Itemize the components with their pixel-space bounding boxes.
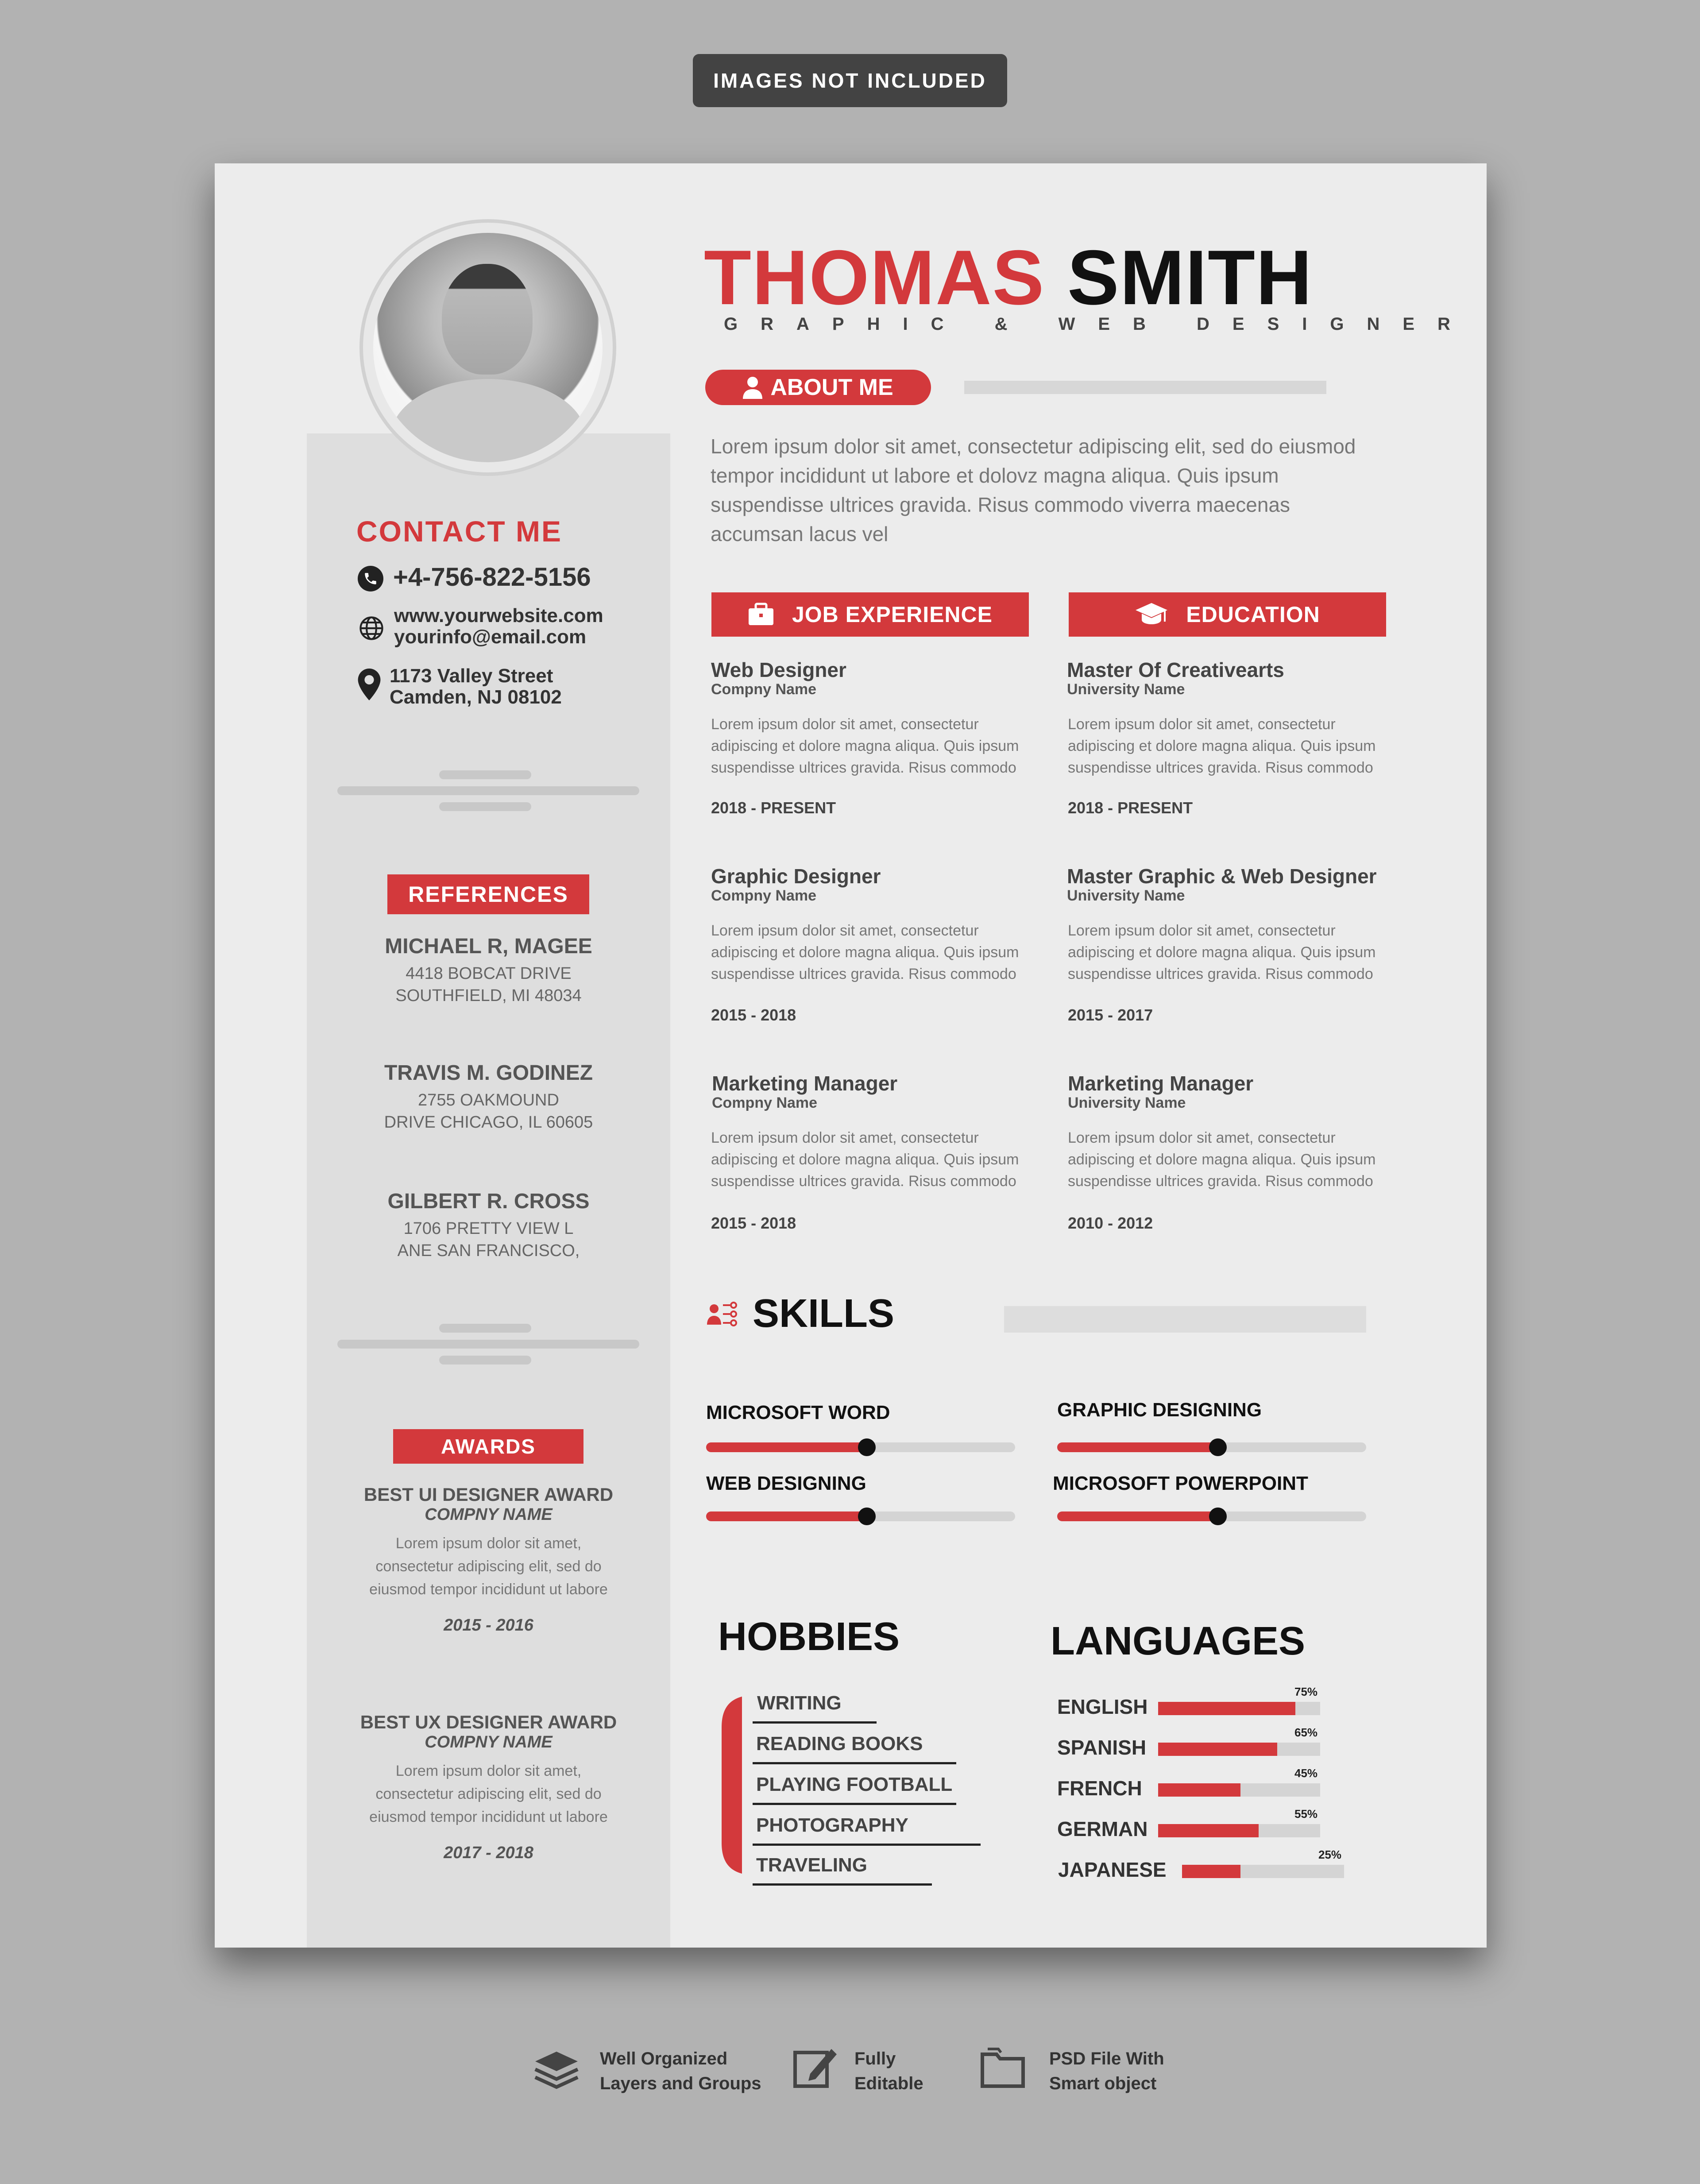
hobby-1-underline [753,1721,877,1724]
language-5-percent: 25% [1318,1848,1342,1861]
edu-3-title: Marketing Manager [1068,1072,1254,1095]
language-4-percent: 55% [1294,1807,1318,1821]
skill-3-level [706,1511,867,1521]
reference-3-line2: ANE SAN FRANCISCO, [397,1241,580,1260]
sidebar-divider-bottom [439,802,531,811]
phone-icon [358,566,383,591]
about-me-label [705,370,931,405]
skills-icon [707,1302,744,1332]
skill-1-level [706,1442,867,1452]
feature-1-line1: Well Organized [600,2049,728,2068]
contact-address-line2: Camden, NJ 08102 [390,686,562,708]
education-header [1069,592,1386,637]
skill-1-handle [858,1438,876,1456]
edu-1-text: Lorem ipsum dolor sit amet, consectetur adipiscing et dolore magna aliqua. Quis ipsum suspendisse ultrices gravida. Risus commodo [1068,716,1376,776]
job-2-company: Compny Name [711,887,817,904]
education-title: EDUCATION [1186,602,1320,627]
award-1-line3: eiusmod tempor incididunt ut labore [369,1581,608,1598]
feature-3-text [1049,2046,1164,2096]
award-2-line2: consectetur adipiscing elit, sed do [375,1786,602,1802]
job-2-date: 2015 - 2018 [711,1006,796,1024]
sidebar-divider-middle [337,786,639,795]
job-2-text: Lorem ipsum dolor sit amet, consectetur adipiscing et dolore magna aliqua. Quis ipsum suspendisse ultrices gravida. Risus commodo [711,922,1019,982]
job-1-title: Web Designer [711,658,846,681]
award-2-date: 2017 - 2018 [444,1844,533,1862]
award-2-company: COMPNY NAME [425,1733,552,1751]
feature-3-line2: Smart object [1049,2074,1157,2093]
language-5-name: JAPANESE [1058,1858,1167,1881]
hobby-5: TRAVELING [756,1854,867,1876]
feature-2-text [854,2046,923,2096]
skill-2-handle [1209,1438,1227,1456]
hobby-2: READING BOOKS [756,1733,923,1755]
hobby-3-underline [753,1803,956,1805]
edu-2-title: Master Graphic & Web Designer [1067,865,1377,888]
skills-rule [1004,1306,1366,1333]
briefcase-icon [748,603,774,626]
edit-icon [792,2044,838,2092]
language-2-percent: 65% [1294,1726,1318,1739]
edu-1-date: 2018 - PRESENT [1068,799,1193,817]
reference-2-line1: 2755 OAKMOUND [418,1091,559,1109]
contact-address-line1: 1173 Valley Street [390,665,553,687]
job-1-date: 2018 - PRESENT [711,799,836,817]
edu-2-school: University Name [1067,887,1185,904]
language-4-name: GERMAN [1057,1817,1148,1840]
sidebar-divider2-bottom [439,1356,531,1365]
hobby-4-underline [753,1844,981,1846]
award-1-date: 2015 - 2016 [444,1616,533,1635]
award-2-line1: Lorem ipsum dolor sit amet, [395,1763,582,1779]
skill-4-level [1057,1511,1218,1521]
feature-2-line2: Editable [854,2074,923,2093]
award-1-company: COMPNY NAME [425,1505,552,1524]
job-experience-title: JOB EXPERIENCE [792,602,993,627]
edu-2-text: Lorem ipsum dolor sit amet, consectetur adipiscing et dolore magna aliqua. Quis ipsum suspendisse ultrices gravida. Risus commodo [1068,922,1376,982]
feature-2-line1: Fully [854,2049,896,2068]
edu-3-date: 2010 - 2012 [1068,1214,1153,1232]
job-subtitle: GRAPHIC & WEB DESIGNER [724,314,1473,334]
edu-2-date: 2015 - 2017 [1068,1006,1153,1024]
awards-title: AWARDS [393,1429,583,1464]
language-2-level [1158,1743,1277,1756]
award-1-line1: Lorem ipsum dolor sit amet, [395,1535,582,1552]
hobby-5-underline [753,1883,932,1886]
reference-3-line1: 1706 PRETTY VIEW L [403,1219,574,1238]
location-pin-icon [358,669,381,703]
award-2-title: BEST UX DESIGNER AWARD [360,1712,617,1732]
feature-3-line1: PSD File With [1049,2049,1164,2068]
language-5-level [1182,1865,1240,1878]
job-3-date: 2015 - 2018 [711,1214,796,1232]
job-3-company: Compny Name [712,1094,818,1111]
sidebar-divider-top [439,770,531,779]
languages-title: LANGUAGES [1051,1619,1306,1663]
contact-email: yourinfo@email.com [394,626,587,648]
job-1-text: Lorem ipsum dolor sit amet, consectetur adipiscing et dolore magna aliqua. Quis ipsum suspendisse ultrices gravida. Risus commodo [711,716,1019,776]
language-4-level [1158,1824,1259,1837]
edu-1-title: Master Of Creativearts [1067,658,1284,681]
language-3-percent: 45% [1294,1767,1318,1780]
about-me-rule [964,381,1326,394]
skill-4-label: MICROSOFT POWERPOINT [1053,1473,1308,1494]
job-3-title: Marketing Manager [712,1072,898,1095]
edu-3-text: Lorem ipsum dolor sit amet, consectetur adipiscing et dolore magna aliqua. Quis ipsum suspendisse ultrices gravida. Risus commodo [1068,1129,1376,1190]
reference-2-name: TRAVIS M. GODINEZ [384,1061,593,1085]
contact-phone: +4-756-822-5156 [393,563,591,591]
feature-1-text [600,2046,761,2096]
skill-4-handle [1209,1508,1227,1525]
edu-1-school: University Name [1067,681,1185,698]
images-not-included-badge: IMAGES NOT INCLUDED [693,54,1007,107]
contact-website: www.yourwebsite.com [394,605,603,626]
reference-1-line1: 4418 BOBCAT DRIVE [406,964,572,983]
award-2-line3: eiusmod tempor incididunt ut labore [369,1809,608,1825]
award-1-title: BEST UI DESIGNER AWARD [363,1484,614,1505]
language-3-level [1158,1783,1240,1797]
language-1-percent: 75% [1294,1685,1318,1698]
skill-3-handle [858,1508,876,1525]
reference-1-name: MICHAEL R, MAGEE [385,935,592,958]
skill-1-label: MICROSOFT WORD [706,1402,890,1423]
edu-3-school: University Name [1068,1094,1186,1111]
skills-title: SKILLS [753,1291,895,1336]
globe-icon [358,615,385,644]
job-experience-header [711,592,1029,637]
job-1-company: Compny Name [711,681,817,698]
first-name: THOMAS [704,235,1045,321]
hobby-1: WRITING [757,1692,842,1714]
reference-3-name: GILBERT R. CROSS [387,1190,590,1213]
reference-1-line2: SOUTHFIELD, MI 48034 [395,986,582,1005]
user-icon [743,376,762,399]
about-me-title: ABOUT ME [770,375,893,400]
language-3-name: FRENCH [1057,1777,1142,1800]
sidebar-divider2-top [439,1324,531,1333]
hobbies-accent-bracket [721,1697,743,1876]
profile-photo [373,233,603,462]
about-me-text: Lorem ipsum dolor sit amet, consectetur adipiscing elit, sed do eiusmod tempor incididunt ut labore et dolovz magna aliqua. Quis ipsum suspendisse ultrices gravida. Risus commodo viverra maecenas accumsan lacus vel [711,435,1356,545]
references-title: REFERENCES [387,874,589,914]
contact-title: CONTACT ME [356,515,563,548]
sidebar-divider2-middle [337,1340,639,1349]
feature-1-line2: Layers and Groups [600,2074,761,2093]
hobby-3: PLAYING FOOTBALL [756,1774,953,1795]
skill-3-label: WEB DESIGNING [706,1473,866,1494]
reference-2-line2: DRIVE CHICAGO, IL 60605 [384,1113,593,1132]
hobby-2-underline [753,1762,956,1764]
last-name: SMITH [1067,235,1313,321]
skill-2-level [1057,1442,1218,1452]
hobbies-title: HOBBIES [718,1615,900,1659]
hobby-4: PHOTOGRAPHY [756,1814,908,1836]
language-1-level [1158,1702,1295,1715]
job-2-title: Graphic Designer [711,865,881,888]
job-3-text: Lorem ipsum dolor sit amet, consectetur adipiscing et dolore magna aliqua. Quis ipsum suspendisse ultrices gravida. Risus commodo [711,1129,1019,1190]
layers-icon [533,2050,580,2093]
language-1-name: ENGLISH [1057,1695,1148,1718]
language-2-name: SPANISH [1057,1736,1147,1759]
award-1-line2: consectetur adipiscing elit, sed do [375,1558,602,1575]
graduation-cap-icon [1135,602,1168,627]
skill-2-label: GRAPHIC DESIGNING [1057,1399,1262,1421]
folder-icon [981,2047,1025,2090]
person-name [704,235,1313,321]
